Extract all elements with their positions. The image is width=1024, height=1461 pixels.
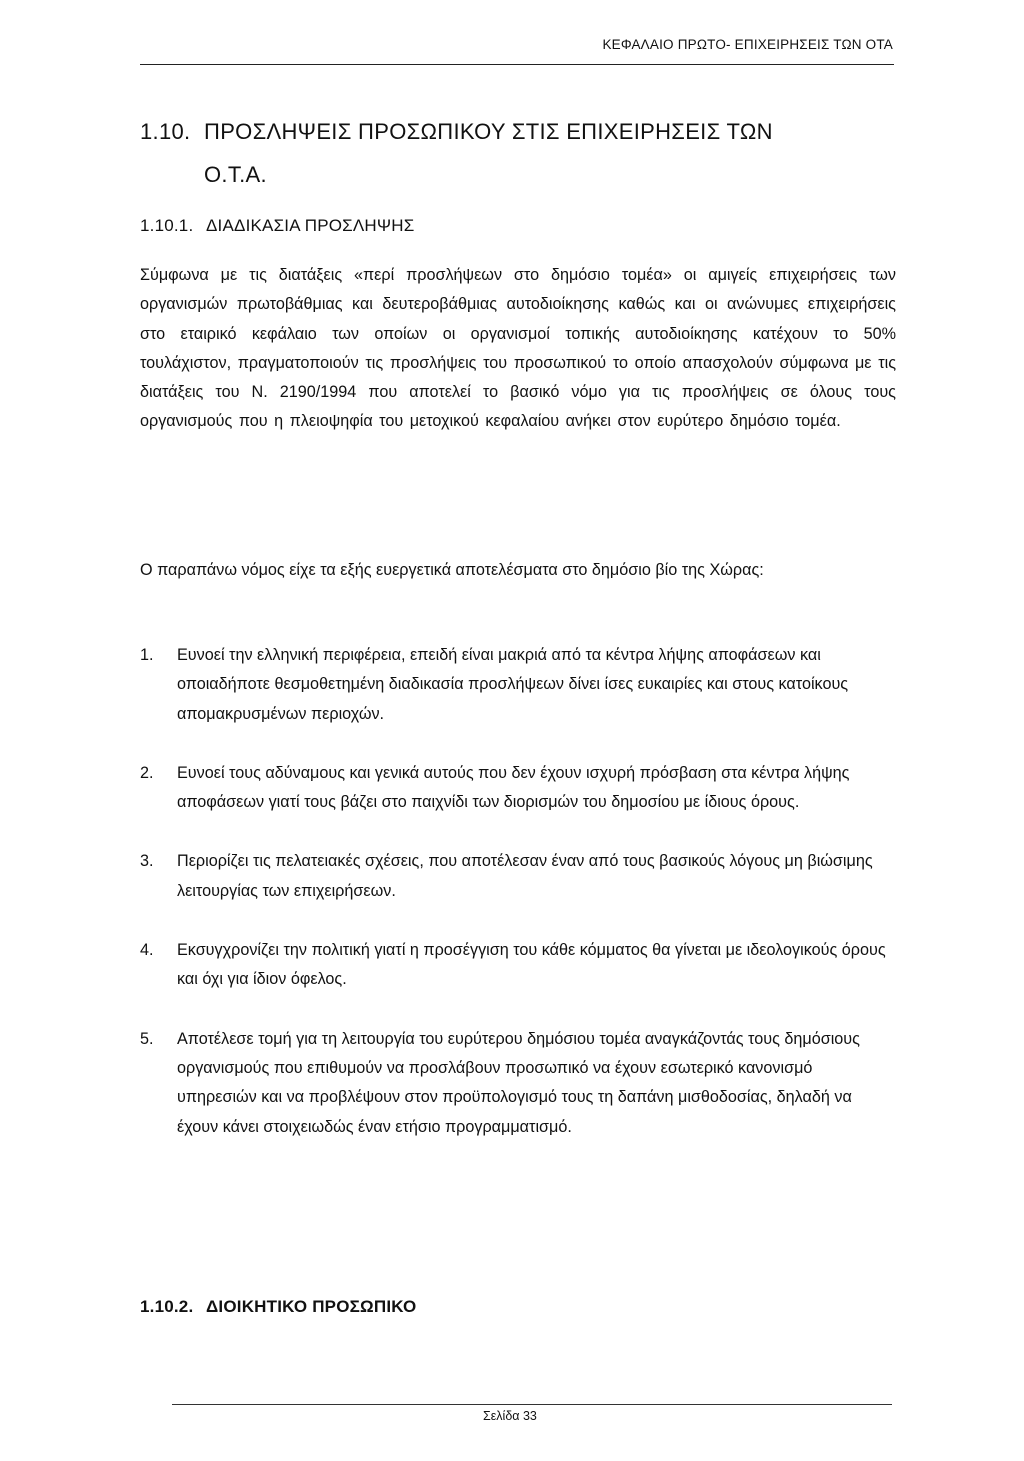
list-item bbox=[140, 641, 896, 729]
benefits-list bbox=[140, 641, 896, 1172]
list-item-number: 4. bbox=[140, 941, 154, 960]
running-header: ΚΕΦΑΛΑΙΟ ΠΡΩΤΟ- ΕΠΙΧΕΙΡΗΣΕΙΣ ΤΩΝ ΟΤΑ bbox=[602, 37, 893, 52]
list-item-number: 5. bbox=[140, 1029, 154, 1048]
list-item-text: Αποτέλεσε τομή για τη λειτουργία του ευρύτερου δημόσιου τομέα αναγκάζοντάς τους δημόσιους οργανισμούς που επιθυμούν να προσλάβουν προσωπικό να έχουν εσωτερικό κανονισμό υπηρεσιών και να προβλέψουν στον προϋπολογισμό τους τη δαπάνη μισθοδοσίας, δηλαδή να έχουν κάνει στοιχειωδώς έναν ετήσιο προγραμματισμό. bbox=[177, 1029, 860, 1136]
list-item-text: Ευνοεί την ελληνική περιφέρεια, επειδή είναι μακριά από τα κέντρα λήψης αποφάσεων και οποιαδήποτε θεσμοθετημένη διαδικασία προσλήψεων δίνει ίσες ευκαιρίες και στους κατοίκους απομακρυσμένων περιοχών. bbox=[177, 646, 849, 723]
subsection-heading-procedure bbox=[140, 216, 415, 236]
body-paragraph-1: Σύμφωνα με τις διατάξεις «περί προσλήψεων στο δημόσιο τομέα» οι αμιγείς επιχειρήσεις των οργανισμών πρωτοβάθμιας και δευτεροβάθμιας αυτοδιοίκησης καθώς και οι ανώνυμες επιχειρήσεις στο εταιρικό κεφάλαιο των οποίων οι οργανισμοί τοπικής αυτοδιοίκησης κατέχουν το 50% τουλάχιστον, πραγματοποιούν τις προσλήψεις του προσωπικού το οποίο απασχολούν σύμφωνα με τις διατάξεις του Ν. 2190/1994 που αποτελεί το βασικό νόμο για τις προσλήψεις σε όλους τους οργανισμούς που η πλειοψηφία του μετοχικού κεφαλαίου ανήκει στον ευρύτερο δημόσιο τομέα. bbox=[140, 266, 896, 431]
list-item-number: 2. bbox=[140, 763, 154, 782]
list-item bbox=[140, 1025, 896, 1142]
subsection-number: 1.10.1. bbox=[140, 216, 194, 235]
list-item-text: Ευνοεί τους αδύναμους και γενικά αυτούς που δεν έχουν ισχυρή πρόσβαση στα κέντρα λήψης αποφάσεων γιατί τους βάζει στο παιχνίδι των διορισμών του δημοσίου με ίδιους όρους. bbox=[177, 763, 850, 812]
header-divider bbox=[140, 64, 894, 65]
list-item-text: Εκσυγχρονίζει την πολιτική γιατί η προσέγγιση του κάθε κόμματος θα γίνεται με ιδεολογικούς όρους και όχι για ίδιον όφελος. bbox=[177, 941, 886, 989]
subsection-number: 1.10.2. bbox=[140, 1297, 194, 1316]
section-heading bbox=[140, 110, 900, 196]
section-number: 1.10. bbox=[140, 119, 191, 144]
footer-divider bbox=[172, 1404, 892, 1405]
subsection-title: ΔΙΟΙΚΗΤΙΚΟ ΠΡΟΣΩΠΙΚΟ bbox=[206, 1297, 417, 1316]
subsection-heading-admin-staff bbox=[140, 1297, 416, 1317]
list-item-number: 3. bbox=[140, 852, 154, 871]
page-number: Σελίδα 33 bbox=[483, 1409, 537, 1423]
list-item bbox=[140, 847, 896, 906]
list-item-number: 1. bbox=[140, 646, 154, 664]
list-item-text: Περιορίζει τις πελατειακές σχέσεις, που αποτέλεσαν έναν από τους βασικούς λόγους μη βιώσιμης λειτουργίας των επιχειρήσεων. bbox=[177, 852, 873, 900]
section-title-line2: Ο.Τ.Α. bbox=[204, 162, 267, 187]
list-item bbox=[140, 759, 896, 818]
list-item bbox=[140, 936, 896, 995]
subsection-title: ΔΙΑΔΙΚΑΣΙΑ ΠΡΟΣΛΗΨΗΣ bbox=[206, 216, 415, 235]
body-paragraph-2: Ο παραπάνω νόμος είχε τα εξής ευεργετικά αποτελέσματα στο δημόσιο βίο της Χώρας: bbox=[140, 561, 764, 579]
section-title-line1: ΠΡΟΣΛΗΨΕΙΣ ΠΡΟΣΩΠΙΚΟΥ ΣΤΙΣ ΕΠΙΧΕΙΡΗΣΕΙΣ ΤΩΝ bbox=[204, 119, 773, 144]
